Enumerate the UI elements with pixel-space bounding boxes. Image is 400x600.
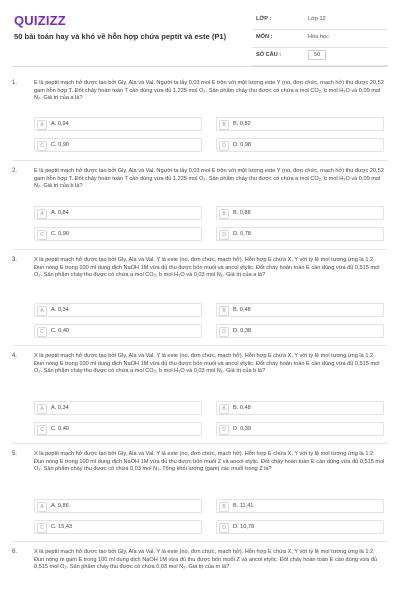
meta-row-count <box>252 48 388 66</box>
meta-value: Hóa học <box>308 34 329 40</box>
option-b[interactable] <box>216 499 384 513</box>
meta-label: LỚP : <box>256 16 272 22</box>
question-text: E là peptit mạch hở được tạo bởi Gly, Ala và Val. Người ta lấy 0,03 mol E trộn với một lượng este Y (no, đơn chức, mạch hở) thu được 20,52 gam hỗn hợp T. Đốt cháy hoàn toàn T cần dùng vừa đủ 1,225 mol O₂. Sản phẩm cháy thu được có chứa a mol CO₂, b mol H₂O và 0,09 mol N₂. Giá trị của b là? <box>34 168 384 190</box>
option-letter: D <box>219 523 229 533</box>
option-letter: A <box>37 502 47 512</box>
question-text: E là peptit mạch hở được tạo bởi Gly, Ala và Val. Người ta lấy 0,03 mol E trộn với một lượng este Y (no, đơn chức, mạch hở) thu được 20,52 gam hỗn hợp T. Đốt cháy hoàn toàn T cần dùng vừa đủ 1,225 mol O₂. Sản phẩm cháy thu được có chứa a mol CO₂, b mol H₂O và 0,09 mol N₂. Giá trị của a là? <box>34 80 384 102</box>
question-text: X là peptit mạch hở được tạo bởi Gly, Ala và Val. Y là este (no, đơn chức, mạch hở). Hỗn hợp E chứa X, Y với tỷ lệ mol tương ứng là 1:2. Đun nóng m gam E trong 100 ml dung dịch NaOH 1M vừa đủ thu được bốn muối Z và ancol etylic. Đốt cháy hoàn toàn E cần dùng vừa đủ 0,515 mol O₂. Sản phẩm cháy thu được có chứa 0,03 mol N₂. Giá trị của m là? <box>34 549 377 571</box>
option-b[interactable] <box>216 303 384 317</box>
question-text: X là peptit mạch hở được tạo bởi Gly, Ala và Val. Y là este (no, đơn chức, mạch hở). Hỗn hợp E chứa X, Y với tỷ lệ mol tương ứng là 1:2. Đun nóng E trong 100 ml dung dịch NaOH 1M vừa đủ thu được bốn muối Z và ancol etylic. Đốt cháy hoàn toàn E cần dùng vừa đủ 0,515 mol O₂. Sản phẩm cháy thu được có chứa 0,03 mol N₂. Tổng khối lượng (gam) các muối trong Z là? <box>34 451 385 473</box>
option-letter: A <box>37 120 47 130</box>
option-text: A. 0,84 <box>51 210 69 216</box>
option-b[interactable] <box>216 401 384 415</box>
option-text: D. 0,38 <box>233 328 252 334</box>
option-text: C. 0,90 <box>51 142 70 148</box>
option-text: D. 10,78 <box>233 524 255 530</box>
option-letter: D <box>219 425 229 435</box>
option-a[interactable] <box>34 117 202 131</box>
quizizz-logo: QUIZIZZ <box>14 13 66 28</box>
option-text: A. 0,34 <box>51 307 69 313</box>
question-number: 3. <box>12 257 18 263</box>
option-c[interactable] <box>34 227 202 241</box>
meta-row-subject <box>252 30 388 48</box>
option-letter: A <box>37 306 47 316</box>
option-letter: C <box>37 523 47 533</box>
option-letter: C <box>37 141 47 151</box>
option-a[interactable] <box>34 401 202 415</box>
option-text: C. 0,90 <box>51 231 70 237</box>
worksheet-title: 50 bài toán hay và khó về hỗn hợp chứa peptit và este (P1) <box>14 32 227 41</box>
meta-row-class <box>252 12 388 30</box>
option-b[interactable] <box>216 117 384 131</box>
option-letter: B <box>219 120 229 130</box>
question-number: 5. <box>12 451 18 457</box>
question-divider <box>12 249 388 250</box>
option-d[interactable] <box>216 324 384 338</box>
option-d[interactable] <box>216 422 384 436</box>
question-text: X là peptit mạch hở được tạo bởi Gly, Ala và Val. Y là este (no, đơn chức, mạch hở). Hỗn hợp E chứa X, Y với tỷ lệ mol tương ứng là 1:2. Đun nóng E trong 100 ml dung dịch NaOH 1M vừa đủ thu được bốn muối và ancol etylic. Đốt cháy hoàn toàn E cần dùng vừa đủ 0,515 mol O₂. Sản phẩm cháy thu được có chứa a mol CO₂, b mol H₂O và 0,03 mol N₂. Giá trị của b là? <box>34 353 380 375</box>
option-letter: C <box>37 230 47 240</box>
option-text: A. 9,86 <box>51 503 69 509</box>
option-letter: B <box>219 502 229 512</box>
option-letter: B <box>219 209 229 219</box>
option-letter: D <box>219 327 229 337</box>
option-text: D. 0,39 <box>233 426 252 432</box>
meta-value: Lớp 12 <box>308 16 326 22</box>
option-letter: D <box>219 230 229 240</box>
option-a[interactable] <box>34 303 202 317</box>
meta-table <box>252 12 388 66</box>
worksheet-header <box>0 0 400 64</box>
meta-value: 50 <box>308 50 326 60</box>
option-text: D. 0,78 <box>233 231 252 237</box>
option-c[interactable] <box>34 138 202 152</box>
option-c[interactable] <box>34 422 202 436</box>
option-d[interactable] <box>216 138 384 152</box>
option-letter: A <box>37 209 47 219</box>
option-text: D. 0,98 <box>233 142 252 148</box>
question-number: 6. <box>12 549 18 555</box>
option-letter: B <box>219 306 229 316</box>
option-letter: A <box>37 404 47 414</box>
option-letter: B <box>219 404 229 414</box>
option-letter: C <box>37 425 47 435</box>
question-number: 1. <box>12 80 18 86</box>
option-text: B. 11,41 <box>233 503 254 509</box>
option-text: B. 0,82 <box>233 121 251 127</box>
option-letter: D <box>219 141 229 151</box>
question-divider <box>12 443 388 444</box>
option-b[interactable] <box>216 206 384 220</box>
option-c[interactable] <box>34 520 202 534</box>
option-text: B. 0,48 <box>233 307 251 313</box>
question-divider <box>12 345 388 346</box>
option-c[interactable] <box>34 324 202 338</box>
option-text: B. 0,88 <box>233 210 251 216</box>
question-divider <box>12 541 388 542</box>
question-number: 2. <box>12 168 18 174</box>
meta-label: SỐ CÂU : <box>256 52 282 58</box>
option-text: C. 0,40 <box>51 426 70 432</box>
option-text: A. 0,34 <box>51 405 69 411</box>
header-divider <box>12 66 388 67</box>
option-a[interactable] <box>34 206 202 220</box>
option-text: C. 15,43 <box>51 524 73 530</box>
question-number: 4. <box>12 353 18 359</box>
option-text: B. 0,48 <box>233 405 251 411</box>
option-a[interactable] <box>34 499 202 513</box>
question-text: X là peptit mạch hở được tạo bởi Gly, Ala và Val. Y là este (no, đơn chức, mạch hở). Hỗn hợp E chứa X, Y với tỷ lệ mol tương ứng là 1:2. Đun nóng E trong 100 ml dung dịch NaOH 1M vừa đủ thu được bốn muối và ancol etylic. Đốt cháy hoàn toàn E cần dùng vừa đủ 0,515 mol O₂. Sản phẩm cháy thu được có chứa a mol CO₂, b mol H₂O và 0,03 mol N₂. Giá trị của a là? <box>34 257 380 279</box>
meta-label: MÔN : <box>256 34 273 40</box>
option-letter: C <box>37 327 47 337</box>
option-text: A. 0,94 <box>51 121 69 127</box>
option-d[interactable] <box>216 227 384 241</box>
option-text: C. 0,40 <box>51 328 70 334</box>
option-d[interactable] <box>216 520 384 534</box>
question-divider <box>12 160 388 161</box>
